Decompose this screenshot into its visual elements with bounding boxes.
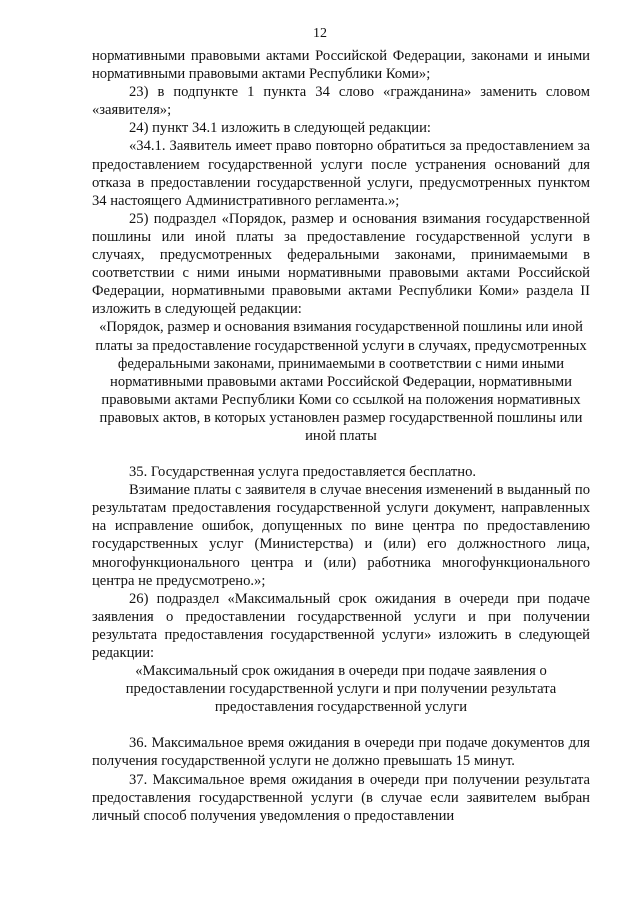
paragraph-continuation: нормативными правовыми актами Российской Федерации, законами и иными нормативными правовыми актами Республики Коми»; [92, 48, 590, 83]
page-number: 12 [313, 26, 327, 41]
paragraph-item-35: 35. Государственная услуга предоставляется бесплатно. [129, 464, 477, 481]
paragraph-fee-exemption: Взимание платы с заявителя в случае внесения изменений в выданный по результатам предоставления государственной услуги документ, направленных на исправление ошибок, допущенных по вине центра по предоставлению государственных услуг (Министерства) и (или) его должностного лица, многофункционального центра и (или) работника многофункционального центра не предусмотрено.»; [92, 482, 590, 589]
paragraph-item-26: 26) подраздел «Максимальный срок ожидания в очереди при подаче заявления о предоставлении государственной услуги и при получении результата предоставления государственной услуги» изложить в следующей редакции: [92, 590, 590, 661]
subsection-heading-fees: «Порядок, размер и основания взимания государственной пошлины или иной платы за предоставление государственной услуги в случаях, предусмотренных федеральными законами, принимаемыми в соответствии с ними иными нормативными правовыми актами Российской Федерации, нормативными правовыми актами Республики Коми со ссылкой на положения нормативных правовых актов, в которых установлен размер государственной пошлины или иной платы [95, 319, 587, 444]
paragraph-item-23: 23) в подпункте 1 пункта 34 слово «гражданина» заменить словом «заявителя»; [92, 84, 590, 119]
paragraph-item-36: 36. Максимальное время ожидания в очереди при подаче документов для получения государственной услуги не должно превышать 15 минут. [92, 735, 590, 770]
spacer [92, 445, 590, 463]
paragraph-item-24: 24) пункт 34.1 изложить в следующей редакции: [129, 120, 431, 137]
paragraph-quote-34-1: «34.1. Заявитель имеет право повторно обратиться за предоставлением за предоставлением государственной услуги после устранения оснований для отказа в предоставлении государственной услуги, предусмотренных пунктом 34 настоящего Административного регламента.»; [92, 138, 590, 209]
spacer [92, 716, 590, 734]
document-body [92, 47, 590, 825]
paragraph-item-37: 37. Максимальное время ожидания в очереди при получении результата предоставления государственной услуги (в случае если заявителем выбран личный способ получения уведомления о предоставлении [92, 771, 590, 824]
subsection-heading-queue: «Максимальный срок ожидания в очереди при подаче заявления о предоставлении государственной услуги и при получении результата предоставления государственной услуги [125, 663, 557, 716]
paragraph-item-25: 25) подраздел «Порядок, размер и основания взимания государственной пошлины или иной платы за предоставление государственной услуги в случаях, предусмотренных федеральными законами, принимаемыми в соответствии с ними иными нормативными правовыми актами Российской Федерации, нормативными правовыми актами Республики Коми» раздела II изложить в следующей редакции: [92, 210, 590, 318]
